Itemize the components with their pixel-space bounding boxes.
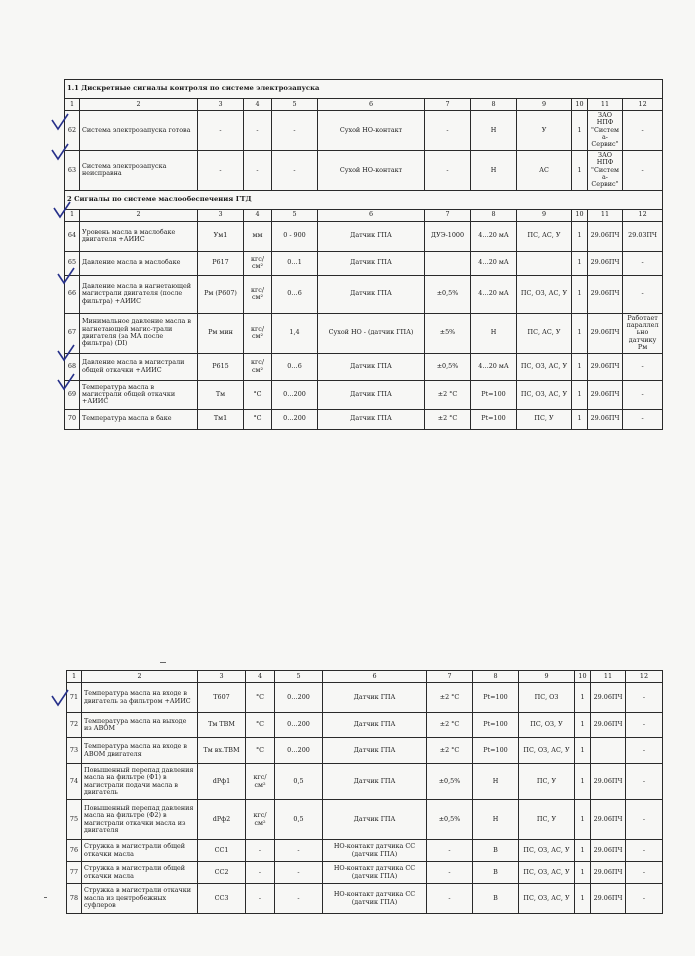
cell-c9: ПС, АС, У xyxy=(517,313,572,353)
col-header: 5 xyxy=(272,99,318,111)
cell-num: 72 xyxy=(67,713,82,738)
scan-mark xyxy=(44,897,47,898)
scan-mark xyxy=(160,662,166,663)
table-row xyxy=(65,150,663,190)
cell-c5: 0 - 900 xyxy=(272,221,318,251)
col-header: 6 xyxy=(323,671,427,683)
cell-c10: 1 xyxy=(572,380,588,409)
cell-c8: Н xyxy=(473,800,519,840)
cell-c7 xyxy=(425,251,471,275)
col-header: 9 xyxy=(517,99,572,111)
cell-c10: 1 xyxy=(575,738,591,764)
cell-c6: Датчик ГПА xyxy=(318,409,425,429)
cell-c9: ПС, У xyxy=(517,409,572,429)
section-2-header-row xyxy=(65,209,663,221)
cell-c6: Сухой НО - (датчик ГПА) xyxy=(318,313,425,353)
cell-c6: Датчик ГПА xyxy=(318,353,425,380)
cell-c12: - xyxy=(626,764,663,800)
cell-c3: Тм xyxy=(198,380,244,409)
col-header: 7 xyxy=(425,99,471,111)
cell-c9: ПС, ОЗ, АС, У xyxy=(519,738,575,764)
cell-c7: ±5% xyxy=(425,313,471,353)
cell-c9: ПС, ОЗ, У xyxy=(519,713,575,738)
table-row xyxy=(67,840,663,862)
cell-c8: 4…20 мА xyxy=(471,353,517,380)
cell-c6: Датчик ГПА xyxy=(318,275,425,313)
cell-name: Температура масла на входе в АВОМ двигателя xyxy=(82,738,198,764)
cell-c11: 29.06ПЧ xyxy=(591,713,626,738)
cell-c7: ±2 °С xyxy=(427,683,473,713)
cell-c8: Н xyxy=(471,150,517,190)
cell-name: Минимальное давление масла в нагнетающей магис-трали двигателя (за МА после фильтра) (DI) xyxy=(80,313,198,353)
cell-c7: - xyxy=(425,111,471,151)
cell-num: 63 xyxy=(65,150,80,190)
cell-c11: 29.06ПЧ xyxy=(591,764,626,800)
cell-c12: - xyxy=(623,380,663,409)
cell-c8: В xyxy=(473,884,519,914)
cell-c5: 0…200 xyxy=(275,683,323,713)
cell-c5: - xyxy=(275,840,323,862)
cell-num: 75 xyxy=(67,800,82,840)
cell-name: Температура масла на выходе из АВОМ xyxy=(82,713,198,738)
cell-name: Повышенный перепад давления масла на фильтре (Ф2) в магистрали откачки масла из двигателя xyxy=(82,800,198,840)
col-header: 8 xyxy=(471,99,517,111)
upper-signal-table xyxy=(64,79,663,430)
col-header: 12 xyxy=(626,671,663,683)
cell-c10: 1 xyxy=(575,683,591,713)
cell-c3: Тм ТВМ xyxy=(198,713,246,738)
cell-c9: ПС, ОЗ xyxy=(519,683,575,713)
cell-c9: У xyxy=(517,111,572,151)
cell-c12: - xyxy=(623,150,663,190)
col-header: 4 xyxy=(244,99,272,111)
cell-c11: 29.06ПЧ xyxy=(588,409,623,429)
lower-header-row xyxy=(67,671,663,683)
cell-c12: - xyxy=(623,251,663,275)
cell-c8: Н xyxy=(471,313,517,353)
cell-c5: - xyxy=(275,862,323,884)
table-row xyxy=(67,764,663,800)
cell-c7: - xyxy=(425,150,471,190)
cell-c8: Н xyxy=(471,111,517,151)
cell-c4: - xyxy=(246,862,275,884)
cell-c4: - xyxy=(244,111,272,151)
cell-num: 66 xyxy=(65,275,80,313)
cell-c9: ПС, ОЗ, АС, У xyxy=(519,862,575,884)
col-header: 11 xyxy=(588,99,623,111)
cell-c8: Рt=100 xyxy=(473,738,519,764)
col-header: 5 xyxy=(272,209,318,221)
cell-name: Давление масла в маслобаке xyxy=(80,251,198,275)
col-header: 12 xyxy=(623,209,663,221)
cell-name: Температура масла в магистрали общей откачки +АИИС xyxy=(80,380,198,409)
cell-c7: - xyxy=(427,884,473,914)
cell-c5: 0…200 xyxy=(272,380,318,409)
cell-c5: 0,5 xyxy=(275,800,323,840)
table-row xyxy=(67,738,663,764)
table-row xyxy=(65,380,663,409)
cell-name: Давление масла в магистрали общей откачки +АИИС xyxy=(80,353,198,380)
col-header: 6 xyxy=(318,99,425,111)
cell-num: 64 xyxy=(65,221,80,251)
cell-num: 71 xyxy=(67,683,82,713)
cell-c6: Датчик ГПА xyxy=(318,221,425,251)
cell-c10: 1 xyxy=(575,800,591,840)
cell-c4: - xyxy=(246,884,275,914)
cell-c10: 1 xyxy=(572,251,588,275)
cell-c8: Н xyxy=(473,764,519,800)
lower-table-sheet xyxy=(66,670,649,914)
col-header: 5 xyxy=(275,671,323,683)
lower-signal-table xyxy=(66,670,663,914)
cell-num: 73 xyxy=(67,738,82,764)
cell-c5: 0…6 xyxy=(272,353,318,380)
table-row xyxy=(65,353,663,380)
cell-c4: кгс/см² xyxy=(244,353,272,380)
cell-c11: 29.06ПЧ xyxy=(588,251,623,275)
cell-c4: °С xyxy=(244,380,272,409)
cell-c6: Датчик ГПА xyxy=(318,380,425,409)
cell-c11: ЗАО НПФ "Система-Сервис" xyxy=(588,111,623,151)
cell-c3: Тм1 xyxy=(198,409,244,429)
cell-c9: ПС, ОЗ, АС, У xyxy=(517,353,572,380)
cell-num: 76 xyxy=(67,840,82,862)
cell-c4: кгс/см² xyxy=(246,764,275,800)
cell-c10: 1 xyxy=(572,275,588,313)
cell-c8: Рt=100 xyxy=(471,409,517,429)
cell-c11: 29.06ПЧ xyxy=(591,683,626,713)
table-row xyxy=(65,251,663,275)
cell-c7: - xyxy=(427,840,473,862)
cell-c7: ±2 °С xyxy=(425,380,471,409)
cell-c9: ПС, У xyxy=(519,764,575,800)
cell-c10: 1 xyxy=(572,353,588,380)
col-header: 9 xyxy=(519,671,575,683)
cell-c8: В xyxy=(473,840,519,862)
cell-c9: ПС, ОЗ, АС, У xyxy=(517,275,572,313)
cell-c12: - xyxy=(623,353,663,380)
table-row xyxy=(67,800,663,840)
cell-c11: 29.06ПЧ xyxy=(588,313,623,353)
cell-c11: 29.06ПЧ xyxy=(591,884,626,914)
cell-c11: 29.06ПЧ xyxy=(591,862,626,884)
cell-c4: °С xyxy=(246,738,275,764)
cell-c3: СС3 xyxy=(198,884,246,914)
cell-c9: ПС, АС, У xyxy=(517,221,572,251)
col-header: 10 xyxy=(572,209,588,221)
cell-c9 xyxy=(517,251,572,275)
cell-c10: 1 xyxy=(572,150,588,190)
cell-c9: ПС, ОЗ, АС, У xyxy=(519,840,575,862)
cell-c5: 0,5 xyxy=(275,764,323,800)
cell-c3: Ум1 xyxy=(198,221,244,251)
table-row xyxy=(65,313,663,353)
cell-c8: 4…20 мА xyxy=(471,221,517,251)
section-1-title: 1.1 Дискретные сигналы контроля по системе электрозапуска xyxy=(65,80,663,99)
col-header: 8 xyxy=(473,671,519,683)
cell-c10: 1 xyxy=(572,221,588,251)
section-2-title: 2 Сигналы по системе маслообеспечения ГТД xyxy=(65,190,663,209)
cell-c4: кгс/см² xyxy=(244,313,272,353)
cell-c6: Датчик ГПА xyxy=(323,683,427,713)
col-header: 3 xyxy=(198,209,244,221)
cell-c12: - xyxy=(626,683,663,713)
cell-c7: ±0,5% xyxy=(425,275,471,313)
cell-c5: 0…1 xyxy=(272,251,318,275)
cell-c10: 1 xyxy=(575,764,591,800)
cell-c12: - xyxy=(626,862,663,884)
cell-c3: СС1 xyxy=(198,840,246,862)
col-header: 6 xyxy=(318,209,425,221)
cell-c10: 1 xyxy=(572,111,588,151)
cell-c6: Сухой НО-контакт xyxy=(318,111,425,151)
col-header: 2 xyxy=(80,99,198,111)
cell-c3: dPф2 xyxy=(198,800,246,840)
cell-c4: °С xyxy=(246,713,275,738)
cell-c5: - xyxy=(275,884,323,914)
cell-c10: 1 xyxy=(575,713,591,738)
col-header: 9 xyxy=(517,209,572,221)
cell-c8: Рt=100 xyxy=(471,380,517,409)
cell-c11: 29.06ПЧ xyxy=(588,275,623,313)
cell-c6: Датчик ГПА xyxy=(323,800,427,840)
cell-c12: - xyxy=(623,409,663,429)
cell-c3: Р615 xyxy=(198,353,244,380)
cell-name: Уровень масла в маслобаке двигателя +АИИС xyxy=(80,221,198,251)
cell-c8: 4…20 мА xyxy=(471,275,517,313)
cell-num: 78 xyxy=(67,884,82,914)
col-header: 4 xyxy=(246,671,275,683)
cell-num: 70 xyxy=(65,409,80,429)
cell-name: Система электрозапуска неисправна xyxy=(80,150,198,190)
cell-num: 69 xyxy=(65,380,80,409)
cell-c11: 29.06ПЧ xyxy=(588,380,623,409)
col-header: 8 xyxy=(471,209,517,221)
cell-c12: 29.03ПЧ xyxy=(623,221,663,251)
cell-c10: 1 xyxy=(572,313,588,353)
cell-c10: 1 xyxy=(572,409,588,429)
table-row xyxy=(65,275,663,313)
col-header: 11 xyxy=(591,671,626,683)
col-header: 1 xyxy=(65,99,80,111)
table-row xyxy=(67,862,663,884)
cell-c7: ±2 °С xyxy=(427,738,473,764)
cell-c12: - xyxy=(626,884,663,914)
cell-c3: Тм вх.ТВМ xyxy=(198,738,246,764)
cell-c12: - xyxy=(626,800,663,840)
cell-c6: НО-контакт датчика СС (датчик ГПА) xyxy=(323,862,427,884)
table-row xyxy=(67,713,663,738)
col-header: 12 xyxy=(623,99,663,111)
cell-c7: ±0,5% xyxy=(427,800,473,840)
cell-c11: 29.06ПЧ xyxy=(588,353,623,380)
cell-c6: НО-контакт датчика СС (датчик ГПА) xyxy=(323,884,427,914)
col-header: 11 xyxy=(588,209,623,221)
cell-c4: - xyxy=(246,840,275,862)
cell-name: Система электрозапуска готова xyxy=(80,111,198,151)
cell-name: Повышенный перепад давления масла на фильтре (Ф1) в магистрали подачи масла в двигатель xyxy=(82,764,198,800)
col-header: 10 xyxy=(572,99,588,111)
cell-c6: Сухой НО-контакт xyxy=(318,150,425,190)
cell-c4: мм xyxy=(244,221,272,251)
cell-c7: ±0,5% xyxy=(425,353,471,380)
cell-c10: 1 xyxy=(575,840,591,862)
table-row xyxy=(65,221,663,251)
cell-c4: кгс/см² xyxy=(244,275,272,313)
cell-c9: ПС, У xyxy=(519,800,575,840)
cell-c11: 29.06ПЧ xyxy=(591,800,626,840)
cell-c5: 1,4 xyxy=(272,313,318,353)
cell-name: Давление масла в нагнетающей магистрали двигателя (после фильтра) +АИИС xyxy=(80,275,198,313)
col-header: 1 xyxy=(67,671,82,683)
cell-c8: Рt=100 xyxy=(473,683,519,713)
cell-c12: Работает параллельно датчику Рм xyxy=(623,313,663,353)
cell-c4: кгс/см² xyxy=(246,800,275,840)
cell-c4: кгс/см² xyxy=(244,251,272,275)
cell-c8: В xyxy=(473,862,519,884)
cell-c12: - xyxy=(626,713,663,738)
cell-num: 67 xyxy=(65,313,80,353)
cell-c3: Рм мин xyxy=(198,313,244,353)
cell-c5: 0…200 xyxy=(275,713,323,738)
cell-c3: Рм (Р607) xyxy=(198,275,244,313)
cell-c9: ПС, ОЗ, АС, У xyxy=(519,884,575,914)
cell-c4: °С xyxy=(246,683,275,713)
col-header: 7 xyxy=(425,209,471,221)
col-header: 2 xyxy=(82,671,198,683)
cell-c10: 1 xyxy=(575,884,591,914)
table-row xyxy=(65,409,663,429)
table-row xyxy=(65,111,663,151)
cell-c3: - xyxy=(198,150,244,190)
cell-c5: - xyxy=(272,150,318,190)
cell-name: Температура масла в баке xyxy=(80,409,198,429)
cell-num: 62 xyxy=(65,111,80,151)
cell-c12: - xyxy=(623,111,663,151)
cell-c8: 4…20 мА xyxy=(471,251,517,275)
cell-c5: 0…200 xyxy=(272,409,318,429)
cell-c8: Рt=100 xyxy=(473,713,519,738)
cell-c6: Датчик ГПА xyxy=(323,738,427,764)
cell-c3: СС2 xyxy=(198,862,246,884)
cell-c6: Датчик ГПА xyxy=(323,713,427,738)
cell-c3: Р617 xyxy=(198,251,244,275)
cell-num: 68 xyxy=(65,353,80,380)
cell-c12: - xyxy=(626,840,663,862)
cell-c11: 29.06ПЧ xyxy=(591,840,626,862)
cell-c10: 1 xyxy=(575,862,591,884)
table-row xyxy=(67,884,663,914)
cell-num: 77 xyxy=(67,862,82,884)
cell-num: 65 xyxy=(65,251,80,275)
cell-c7: ДУЭ-1000 xyxy=(425,221,471,251)
col-header: 7 xyxy=(427,671,473,683)
cell-c11: ЗАО НПФ "Система-Сервис" xyxy=(588,150,623,190)
col-header: 1 xyxy=(65,209,80,221)
col-header: 3 xyxy=(198,671,246,683)
cell-c5: - xyxy=(272,111,318,151)
cell-c6: Датчик ГПА xyxy=(318,251,425,275)
section-1-header-row xyxy=(65,99,663,111)
cell-c9: ПС, ОЗ, АС, У xyxy=(517,380,572,409)
cell-c5: 0…200 xyxy=(275,738,323,764)
col-header: 2 xyxy=(80,209,198,221)
cell-c3: Т607 xyxy=(198,683,246,713)
section-2-title-row xyxy=(65,190,663,209)
section-1-title-row xyxy=(65,80,663,99)
cell-c7: ±2 °С xyxy=(425,409,471,429)
cell-name: Стружка в магистрали общей откачки масла xyxy=(82,862,198,884)
cell-c7: ±0,5% xyxy=(427,764,473,800)
col-header: 10 xyxy=(575,671,591,683)
cell-c12: - xyxy=(626,738,663,764)
upper-table-sheet xyxy=(64,79,659,430)
cell-c11 xyxy=(591,738,626,764)
cell-c7: ±2 °С xyxy=(427,713,473,738)
cell-c7: - xyxy=(427,862,473,884)
cell-c4: - xyxy=(244,150,272,190)
cell-name: Стружка в магистрали общей откачки масла xyxy=(82,840,198,862)
col-header: 3 xyxy=(198,99,244,111)
cell-c3: - xyxy=(198,111,244,151)
table-row xyxy=(67,683,663,713)
cell-c12: - xyxy=(623,275,663,313)
cell-c11: 29.06ПЧ xyxy=(588,221,623,251)
cell-name: Температура масла на входе в двигатель за фильтром +АИИС xyxy=(82,683,198,713)
cell-name: Стружка в магистрали откачки масла из центробежных суфлеров xyxy=(82,884,198,914)
cell-c9: АС xyxy=(517,150,572,190)
cell-c3: dPф1 xyxy=(198,764,246,800)
cell-c5: 0…6 xyxy=(272,275,318,313)
col-header: 4 xyxy=(244,209,272,221)
cell-c6: Датчик ГПА xyxy=(323,764,427,800)
cell-c6: НО-контакт датчика СС (датчик ГПА) xyxy=(323,840,427,862)
cell-c4: °С xyxy=(244,409,272,429)
cell-num: 74 xyxy=(67,764,82,800)
